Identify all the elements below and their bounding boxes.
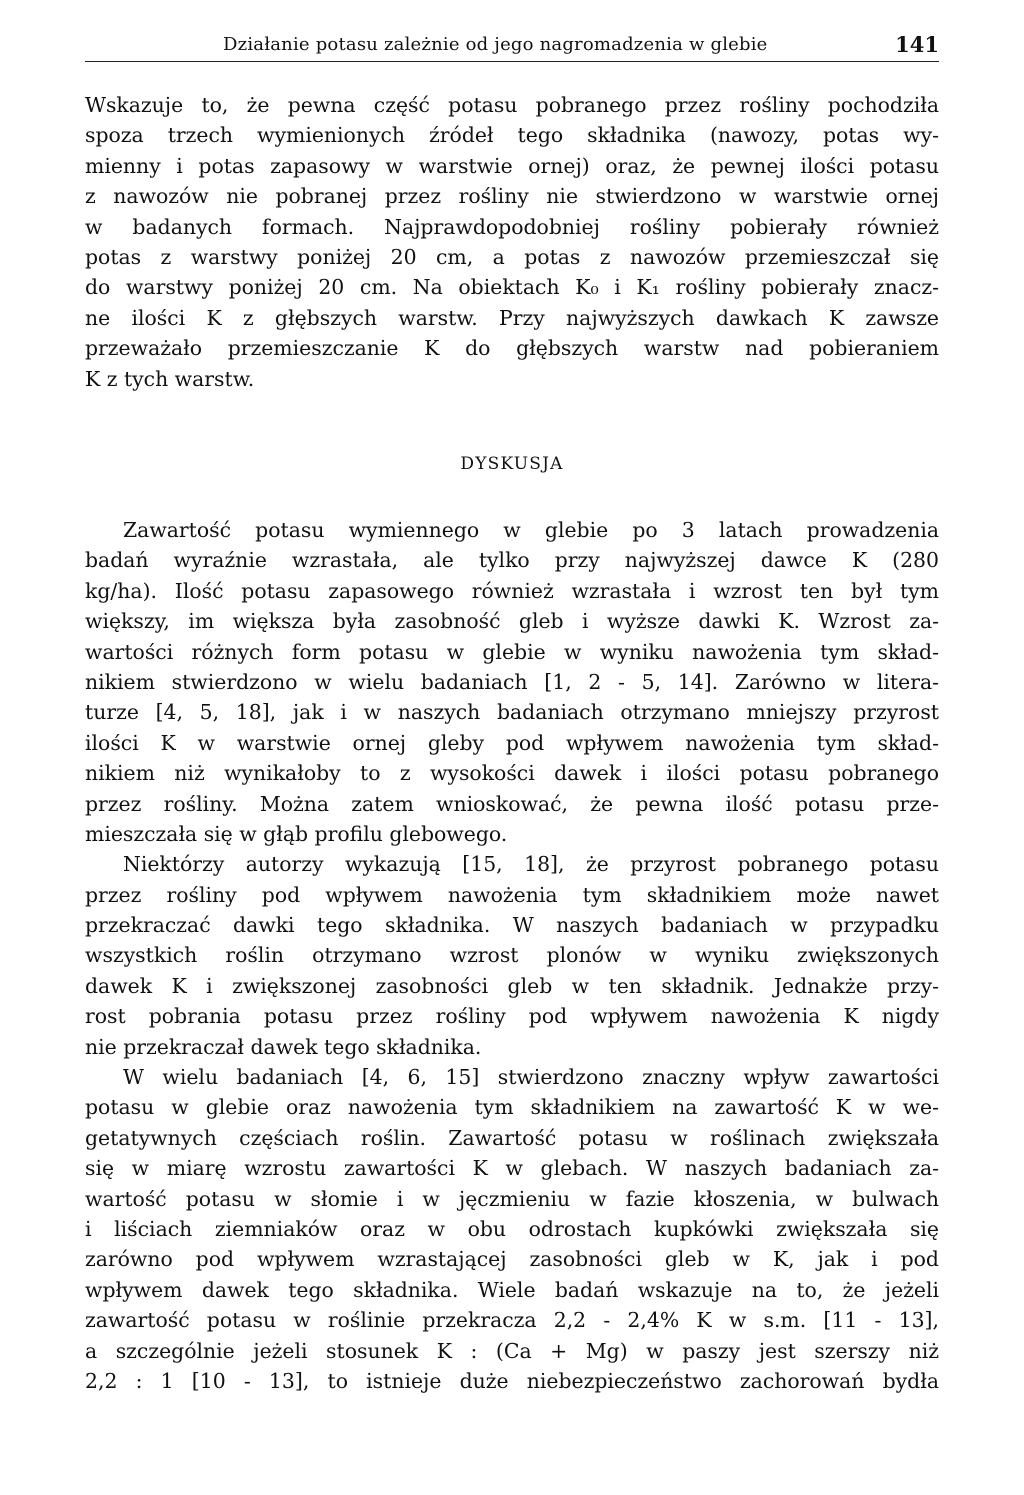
text-line: przez rośliny. Można zatem wnioskować, że pewna ilość potasu prze-	[85, 791, 939, 816]
text-line: przez rośliny pod wpływem nawożenia tym składnikiem może nawet	[85, 882, 939, 907]
text-line: mieszczała się w głąb profilu glebowego.	[85, 821, 508, 846]
text-line: ilości K w warstwie ornej gleby pod wpływem nawożenia tym skład-	[85, 730, 939, 755]
text-line: wartość potasu w słomie i w jęczmieniu w fazie kłoszenia, w bulwach	[85, 1186, 939, 1211]
text-line: zawartość potasu w roślinie przekracza 2,2 - 2,4% K w s.m. [11 - 13],	[85, 1308, 939, 1333]
running-head	[85, 30, 939, 60]
text-line: przekraczać dawki tego składnika. W naszych badaniach w przypadku	[85, 913, 939, 938]
text-line: większy, im większa była zasobność gleb i wyższe dawki K. Wzrost za-	[85, 609, 939, 634]
text-line: Zawartość potasu wymiennego w glebie po 3 latach prowadzenia	[123, 518, 939, 542]
text-line: w badanych formach. Najprawdopodobniej rośliny pobierały również	[85, 214, 939, 239]
text-line: do warstwy poniżej 20 cm. Na obiektach K₀ i K₁ rośliny pobierały znacz-	[85, 275, 939, 300]
text-line: z nawozów nie pobranej przez rośliny nie stwierdzono w warstwie ornej	[85, 184, 939, 209]
running-title: Działanie potasu zależnie od jego nagromadzenia w glebie	[223, 34, 768, 55]
text-line: Wskazuje to, że pewna część potasu pobranego przez rośliny pochodziła	[85, 93, 939, 117]
text-line: spoza trzech wymienionych źródeł tego składnika (nawozy, potas wy-	[85, 123, 939, 148]
text-line: i liściach ziemniaków oraz w obu odrostach kupkówki zwiększała się	[85, 1216, 939, 1241]
text-line: getatywnych częściach roślin. Zawartość potasu w roślinach zwiększała	[85, 1125, 939, 1150]
intro-paragraph	[85, 90, 939, 394]
discussion-paragraph-2	[85, 849, 939, 1062]
text-line: wszystkich roślin otrzymano wzrost plonów w wyniku zwiększonych	[85, 943, 939, 968]
discussion-section	[85, 515, 939, 1396]
discussion-paragraph-3	[85, 1062, 939, 1396]
text-line: wartości różnych form potasu w glebie w wyniku nawożenia tym skład-	[85, 639, 939, 664]
header-rule	[85, 61, 939, 62]
text-line: nikiem niż wynikałoby to z wysokości dawek i ilości potasu pobranego	[85, 761, 939, 786]
section-heading: DYSKUSJA	[460, 454, 564, 474]
text-line: badań wyraźnie wzrastała, ale tylko przy najwyższej dawce K (280	[85, 548, 939, 573]
text-line: rost pobrania potasu przez rośliny pod wpływem nawożenia K nigdy	[85, 1004, 939, 1029]
text-line: nikiem stwierdzono w wielu badaniach [1, 2 - 5, 14]. Zarówno w litera-	[85, 669, 939, 694]
text-line: Niektórzy autorzy wykazują [15, 18], że przyrost pobranego potasu	[123, 852, 939, 877]
text-line: się w miarę wzrostu zawartości K w glebach. W naszych badaniach za-	[85, 1156, 939, 1181]
text-line: potasu w glebie oraz nawożenia tym składnikiem na zawartość K w we-	[85, 1095, 939, 1120]
text-line: 2,2 : 1 [10 - 13], to istnieje duże niebezpieczeństwo zachorowań bydła	[85, 1368, 939, 1393]
text-line: turze [4, 5, 18], jak i w naszych badaniach otrzymano mniejszy przyrost	[85, 700, 939, 725]
text-line: W wielu badaniach [4, 6, 15] stwierdzono znaczny wpływ zawartości	[123, 1065, 939, 1090]
text-line: wpływem dawek tego składnika. Wiele badań wskazuje na to, że jeżeli	[85, 1277, 939, 1302]
text-line: a szczególnie jeżeli stosunek K : (Ca + Mg) w paszy jest szerszy niż	[85, 1338, 939, 1363]
text-line: kg/ha). Ilość potasu zapasowego również wzrastała i wzrost ten był tym	[85, 578, 939, 603]
text-line: mienny i potas zapasowy w warstwie ornej) oraz, że pewnej ilości potasu	[85, 153, 939, 178]
discussion-paragraph-1	[85, 515, 939, 849]
text-line: nie przekraczał dawek tego składnika.	[85, 1034, 482, 1059]
text-line: zarówno pod wpływem wzrastającej zasobności gleb w K, jak i pod	[85, 1247, 939, 1272]
text-line: potas z warstwy poniżej 20 cm, a potas z nawozów przemieszczał się	[85, 244, 939, 269]
text-line: ne ilości K z głębszych warstw. Przy najwyższych dawkach K zawsze	[85, 305, 939, 330]
text-line: dawek K i zwiększonej zasobności gleb w ten składnik. Jednakże przy-	[85, 973, 939, 998]
text-line: przeważało przemieszczanie K do głębszych warstw nad pobieraniem	[85, 336, 939, 361]
page-number: 141	[895, 32, 939, 57]
text-line: K z tych warstw.	[85, 366, 255, 391]
